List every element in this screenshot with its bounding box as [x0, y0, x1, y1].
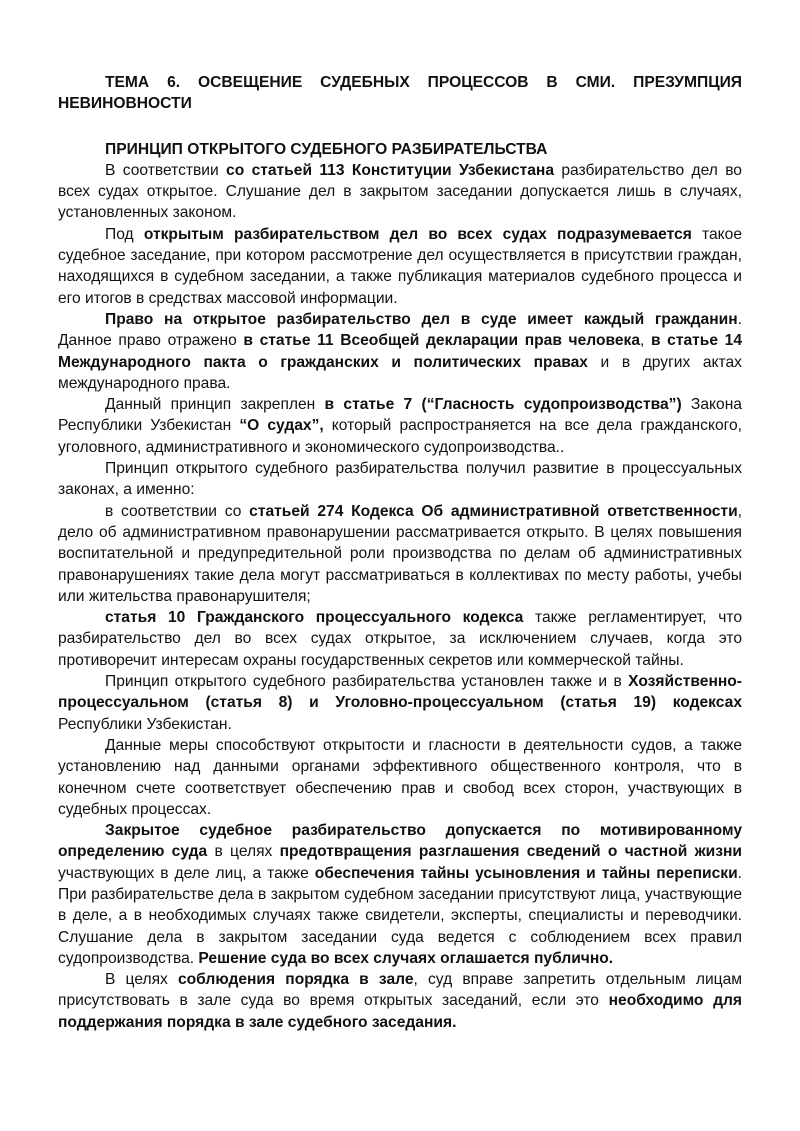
text-run: , суд вправе запретить отдельным лицам присутствовать в зале суда во время открытых заседаний, если это	[58, 971, 742, 1010]
bold-text-run: открытым разбирательством дел во всех судах подразумевается	[143, 225, 692, 243]
text-run: Под	[105, 225, 144, 243]
body-paragraph	[58, 671, 742, 735]
bold-text-run: Право на открытое разбирательство дел в суде имеет каждый гражданин	[105, 310, 738, 328]
bold-text-run: со статьей 113 Конституции Узбекистана	[226, 161, 555, 179]
body-paragraph	[58, 607, 742, 671]
text-run: также регламентирует, что разбирательство дел во всех судах открытое, за исключением случаев, когда это противоречит интересам охраны государственных секретов или коммерческой тайны.	[58, 609, 742, 669]
text-run: Принцип открытого судебного разбирательства установлен также и в	[105, 673, 629, 691]
text-run: в целях	[207, 843, 280, 861]
text-run: Республики Узбекистан.	[58, 715, 232, 733]
text-run: В целях	[105, 971, 178, 989]
body-paragraph	[58, 735, 742, 820]
bold-text-run: предотвращения разглашения сведений о частной жизни	[279, 843, 742, 861]
bold-text-run: соблюдения порядка в зале	[177, 971, 414, 989]
text-run: Принцип открытого судебного разбирательства получил развитие в процессуальных законах, а именно:	[58, 460, 742, 499]
text-run: участвующих в деле лиц, а также	[58, 864, 315, 882]
body-paragraph	[58, 224, 742, 309]
text-run: разбирательство дел во всех судах открытое. Слушание дел в закрытом заседании допускается лишь в случаях, установленных законом.	[58, 161, 742, 222]
text-run: ,	[640, 332, 651, 350]
text-run: который распространяется на все дела гражданского, уголовного, административного и экономического судопроизводства..	[58, 417, 742, 456]
text-run: , дело об административном правонарушении рассматривается открыто. В целях повышения воспитательной и предупредительной роли производства по делам об административных правонарушениях такие дела могут рассматриваться в коллективах по месту работы, учебы или жительства правонарушителя;	[58, 502, 743, 605]
body-paragraph	[58, 820, 742, 969]
body-paragraph	[58, 309, 742, 394]
bold-text-run: Хозяйственно-процессуальном (статья 8) и Уголовно-процессуальном (статья 19) кодексах	[58, 673, 742, 712]
bold-text-run: в статье 7 (“Гласность судопроизводства”)	[324, 396, 682, 414]
text-run: . Данное право отражено	[58, 310, 742, 350]
body-paragraph	[58, 458, 742, 501]
bold-text-run: необходимо для поддержания порядка в зале судебного заседания.	[58, 992, 742, 1031]
text-run: В соответствии	[105, 161, 227, 179]
body-paragraph	[58, 501, 742, 607]
bold-text-run: обеспечения тайны усыновления и тайны переписки	[314, 864, 738, 882]
body-paragraph	[58, 394, 742, 458]
bold-text-run: Закрытое судебное разбирательство допускается по мотивированному определению суда	[58, 822, 742, 861]
document-body	[58, 160, 742, 1033]
text-run: . При разбирательстве дела в закрытом судебном заседании присутствуют лица, участвующие в деле, а в необходимых случаях также свидетели, эксперты, специалисты и переводчики. Слушание дела в закрытом заседании суда ведется с соблюдением всех правил судопроизводства.	[58, 864, 742, 967]
bold-text-run: “О судах”,	[239, 417, 324, 435]
text-run: в соответствии со	[105, 502, 250, 520]
text-run: и в других актах международного права.	[58, 353, 742, 392]
body-paragraph	[58, 160, 742, 224]
bold-text-run: в статье 11 Всеобщей декларации прав человека	[243, 332, 641, 350]
document-title: ТЕМА 6. ОСВЕЩЕНИЕ СУДЕБНЫХ ПРОЦЕССОВ В СМИ. ПРЕЗУМПЦИЯ НЕВИНОВНОСТИ	[58, 74, 742, 113]
text-run: Данный принцип закреплен	[105, 396, 325, 414]
bold-text-run: Решение суда во всех случаях оглашается публично.	[198, 949, 614, 967]
section-heading: ПРИНЦИП ОТКРЫТОГО СУДЕБНОГО РАЗБИРАТЕЛЬСТВА	[105, 140, 548, 158]
body-paragraph	[58, 969, 742, 1033]
text-run: Данные меры способствуют открытости и гласности в деятельности судов, а также установлению над данными органами эффективного общественного контроля, что в конечном счете соответствует обеспечению прав и свобод всех сторон, участвующих в судебных процессах.	[58, 736, 742, 818]
bold-text-run: статья 10 Гражданского процессуального кодекса	[105, 609, 524, 627]
text-run: такое судебное заседание, при котором рассмотрение дел осуществляется в присутствии граждан, находящихся в судебном заседании, а также публикация материалов судебного процесса и его итогов в средствах массовой информации.	[58, 225, 742, 307]
spacer	[58, 115, 742, 139]
text-run: Закона Республики Узбекистан	[58, 396, 742, 435]
bold-text-run: статьей 274 Кодекса Об административной ответственности	[249, 502, 738, 520]
bold-text-run: в статье 14 Международного пакта о гражданских и политических правах	[58, 332, 742, 371]
